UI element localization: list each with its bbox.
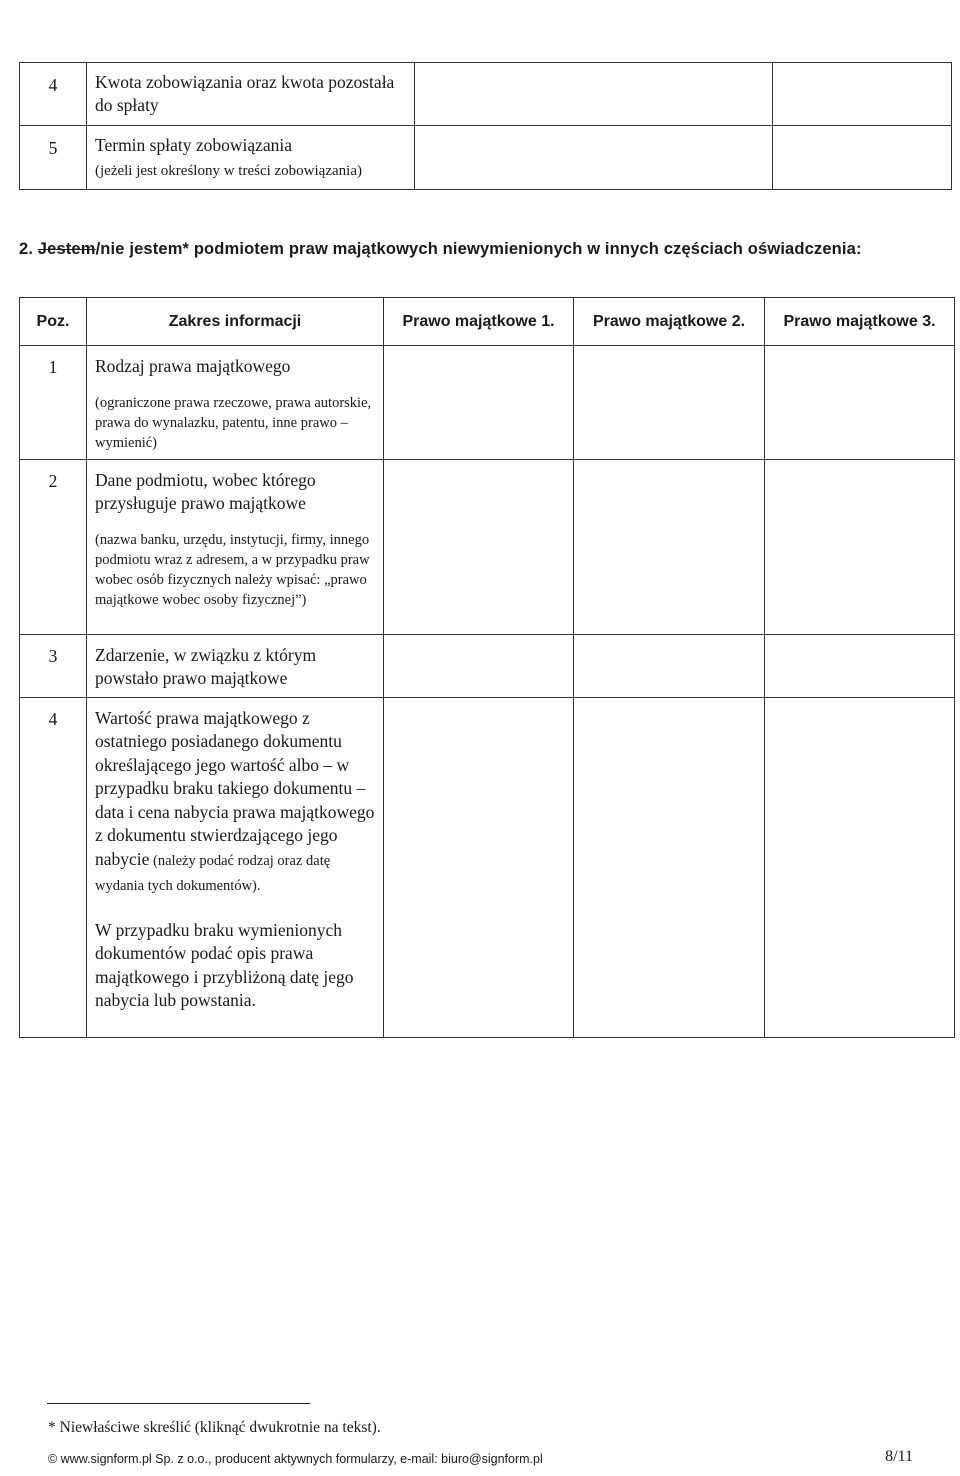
row-note: (jeżeli jest określony w treści zobowiązania) — [95, 163, 362, 179]
table-row — [20, 63, 952, 126]
row-note: (nazwa banku, urzędu, instytucji, firmy, innego podmiotu wraz z adresem, a w przypadku praw wobec osób fizycznych należy wpisać: „prawo majątkowe wobec osoby fizycznej”) — [95, 531, 370, 608]
table-row — [20, 459, 955, 634]
right-2-cell[interactable] — [574, 697, 765, 1037]
value-cell-1[interactable] — [415, 63, 773, 126]
section-heading — [19, 240, 862, 259]
row-number: 5 — [20, 126, 87, 190]
right-2-cell[interactable] — [574, 346, 765, 460]
right-3-cell[interactable] — [765, 346, 955, 460]
row-inline-note: (należy podać rodzaj oraz datę wydania tych dokumentów). — [95, 852, 331, 894]
right-3-cell[interactable] — [765, 697, 955, 1037]
row-label — [87, 346, 384, 460]
right-3-cell[interactable] — [765, 634, 955, 697]
header-right-2: Prawo majątkowe 2. — [574, 298, 765, 346]
row-number: 3 — [20, 634, 87, 697]
header-row — [20, 298, 955, 346]
row-label — [87, 634, 384, 697]
row-label-text: Termin spłaty zobowiązania — [95, 135, 293, 155]
row-note: (ograniczone prawa rzeczowe, prawa autorskie, prawa do wynalazku, patentu, inne prawo – wymienić) — [95, 394, 372, 451]
value-cell-1[interactable] — [415, 126, 773, 190]
row-label-text: Rodzaj prawa majątkowego — [95, 356, 291, 376]
liabilities-table — [19, 62, 952, 190]
table-row — [20, 634, 955, 697]
row-label — [87, 459, 384, 634]
table-row — [20, 346, 955, 460]
row-label-text: Kwota zobowiązania oraz kwota pozostała do spłaty — [95, 72, 395, 115]
header-right-3: Prawo majątkowe 3. — [765, 298, 955, 346]
property-rights-table — [19, 297, 955, 1038]
row-number: 4 — [20, 63, 87, 126]
row-label — [87, 63, 415, 126]
section-text: /nie jestem* podmiotem praw majątkowych niewymienionych w innych częściach oświadczenia: — [95, 240, 862, 258]
row-label-text: Dane podmiotu, wobec którego przysługuje prawo majątkowe — [95, 469, 316, 513]
section-number: 2. — [19, 240, 34, 258]
footnote: * Niewłaściwe skreślić (kliknąć dwukrotnie na tekst). — [48, 1419, 381, 1436]
right-1-cell[interactable] — [384, 697, 574, 1037]
footnote-divider — [47, 1403, 310, 1404]
table-row — [20, 697, 955, 1037]
struck-option[interactable]: Jestem — [37, 240, 96, 258]
right-2-cell[interactable] — [574, 459, 765, 634]
row-label-text: Wartość prawa majątkowego z ostatniego posiadanego dokumentu określającego jego wartość albo – w przypadku braku takiego dokumentu – data i cena nabycia prawa majątkowego z dokumentu stwierdzającego jego nabycie — [95, 707, 375, 869]
page-number: 8/11 — [885, 1448, 913, 1465]
header-position: Poz. — [20, 298, 87, 346]
table-row — [20, 126, 952, 190]
right-1-cell[interactable] — [384, 346, 574, 460]
right-1-cell[interactable] — [384, 634, 574, 697]
right-3-cell[interactable] — [765, 459, 955, 634]
row-number: 4 — [20, 697, 87, 1037]
row-label — [87, 697, 384, 1037]
row-label — [87, 126, 415, 190]
footer-publisher: © www.signform.pl Sp. z o.o., producent aktywnych formularzy, e-mail: biuro@signform.pl — [48, 1452, 543, 1466]
value-cell-2[interactable] — [773, 126, 952, 190]
value-cell-2[interactable] — [773, 63, 952, 126]
header-right-1: Prawo majątkowe 1. — [384, 298, 574, 346]
row-label-text: Zdarzenie, w związku z którym powstało prawo majątkowe — [95, 644, 317, 688]
right-2-cell[interactable] — [574, 634, 765, 697]
row-number: 2 — [20, 459, 87, 634]
header-scope: Zakres informacji — [87, 298, 384, 346]
row-number: 1 — [20, 346, 87, 460]
row-extra-note: W przypadku braku wymienionych dokumentów podać opis prawa majątkowego i przybliżoną datę jego nabycia lub powstania. — [95, 919, 354, 1010]
right-1-cell[interactable] — [384, 459, 574, 634]
